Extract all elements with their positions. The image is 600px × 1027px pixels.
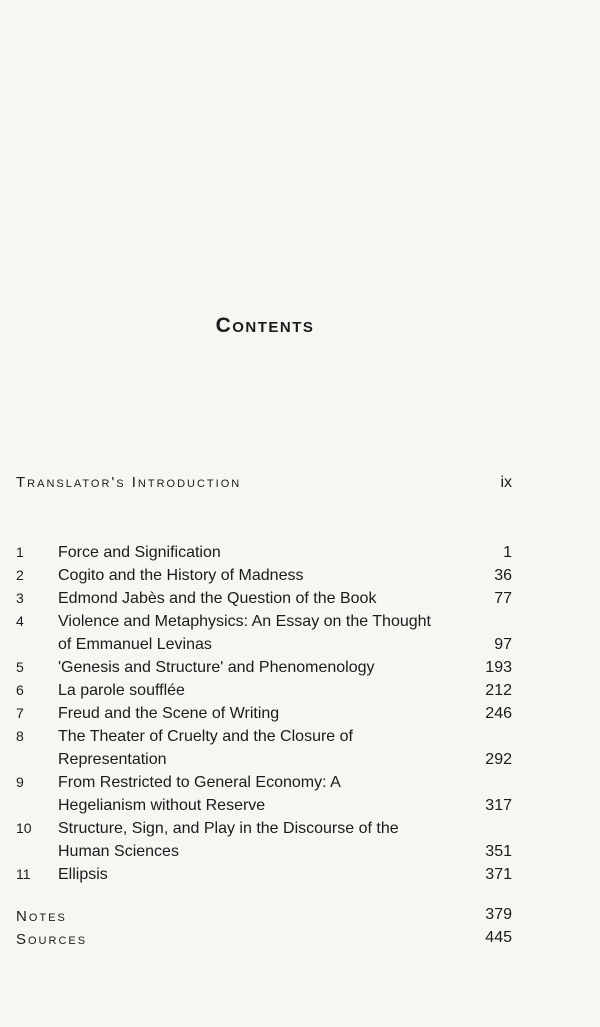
front-matter-label: Translator's Introduction <box>16 474 242 491</box>
chapter-entry-11[interactable] <box>16 863 512 886</box>
chapter-page: 193 <box>485 659 512 676</box>
chapter-number: 2 <box>16 567 24 583</box>
back-matter-page: 445 <box>485 929 512 946</box>
chapter-page: 351 <box>485 843 512 860</box>
back-matter-label: Notes <box>16 908 67 925</box>
chapter-title: 'Genesis and Structure' and Phenomenology <box>58 659 375 676</box>
chapter-list <box>16 541 512 886</box>
back-matter-label: Sources <box>16 931 88 948</box>
chapter-number: 10 <box>16 820 32 836</box>
back-matter-list <box>16 906 512 952</box>
chapter-number: 1 <box>16 544 24 560</box>
chapter-entry-3[interactable] <box>16 587 512 610</box>
chapter-title-line-2: Representation <box>58 751 167 768</box>
chapter-entry-9[interactable] <box>16 771 512 817</box>
chapter-page: 246 <box>485 705 512 722</box>
chapter-title: Force and Signification <box>58 544 221 561</box>
chapter-page: 36 <box>494 567 512 584</box>
chapter-page: 1 <box>503 544 512 561</box>
chapter-entry-4[interactable] <box>16 610 512 656</box>
chapter-title: Ellipsis <box>58 866 108 883</box>
back-matter-sources[interactable] <box>16 929 512 952</box>
chapter-number: 6 <box>16 682 24 698</box>
chapter-page: 371 <box>485 866 512 883</box>
chapter-title-line-2: of Emmanuel Levinas <box>58 636 212 653</box>
chapter-number: 4 <box>16 613 24 629</box>
chapter-number: 7 <box>16 705 24 721</box>
chapter-entry-1[interactable] <box>16 541 512 564</box>
front-matter-page: ix <box>500 474 512 491</box>
chapter-title: Edmond Jabès and the Question of the Book <box>58 590 377 607</box>
chapter-title: Freud and the Scene of Writing <box>58 705 280 722</box>
chapter-title-line-1: Violence and Metaphysics: An Essay on the Thought <box>58 613 431 630</box>
chapter-entry-2[interactable] <box>16 564 512 587</box>
chapter-number: 5 <box>16 659 24 675</box>
chapter-number: 3 <box>16 590 24 606</box>
chapter-page: 97 <box>494 636 512 653</box>
chapter-page: 212 <box>485 682 512 699</box>
chapter-title-line-2: Hegelianism without Reserve <box>58 797 266 814</box>
chapter-title-line-1: The Theater of Cruelty and the Closure of <box>58 728 353 745</box>
chapter-page: 292 <box>485 751 512 768</box>
chapter-page: 317 <box>485 797 512 814</box>
chapter-number: 9 <box>16 774 24 790</box>
page-title: Contents <box>215 314 315 337</box>
chapter-entry-5[interactable] <box>16 656 512 679</box>
chapter-title: La parole soufflée <box>58 682 185 699</box>
chapter-title-line-1: Structure, Sign, and Play in the Discourse of the <box>58 820 399 837</box>
chapter-entry-8[interactable] <box>16 725 512 771</box>
chapter-entry-6[interactable] <box>16 679 512 702</box>
chapter-entry-10[interactable] <box>16 817 512 863</box>
back-matter-page: 379 <box>485 906 512 923</box>
chapter-number: 8 <box>16 728 24 744</box>
chapter-entry-7[interactable] <box>16 702 512 725</box>
chapter-title-line-1: From Restricted to General Economy: A <box>58 774 341 791</box>
chapter-number: 11 <box>16 866 31 882</box>
front-matter-entry[interactable] <box>16 474 512 496</box>
chapter-page: 77 <box>494 590 512 607</box>
back-matter-notes[interactable] <box>16 906 512 929</box>
chapter-title-line-2: Human Sciences <box>58 843 179 860</box>
chapter-title: Cogito and the History of Madness <box>58 567 304 584</box>
